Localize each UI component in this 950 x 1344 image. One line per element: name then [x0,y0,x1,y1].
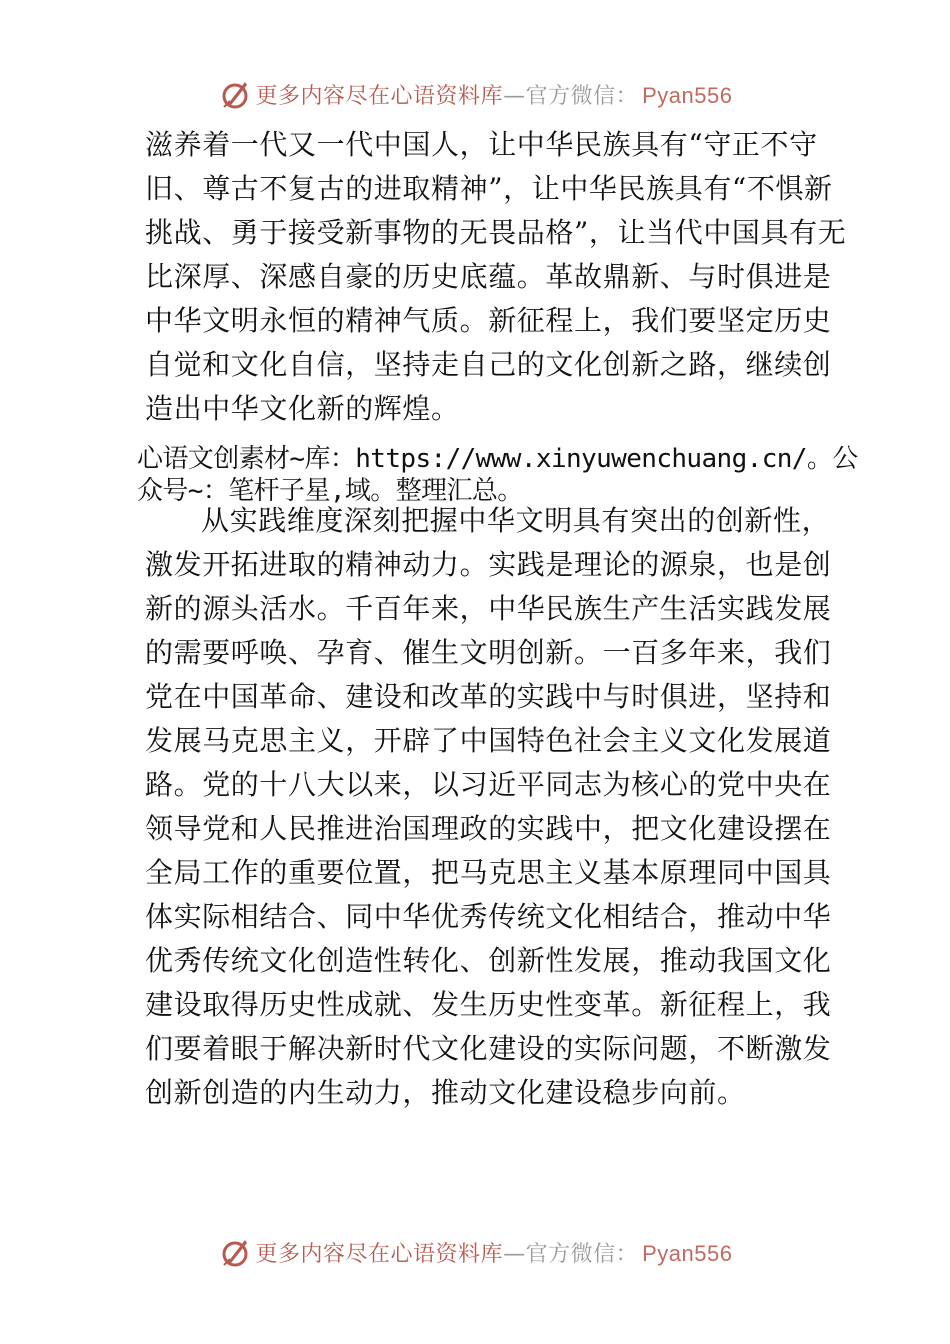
paragraph-1-line: 挑战、勇于接受新事物的无畏品格”，让当代中国具有无 [145,216,847,249]
paragraph-1-line: 旧、尊古不复古的进取精神”，让中华民族具有“不惧新 [145,172,833,205]
paragraph-2-line: 从实践维度深刻把握中华文明具有突出的创新性， [201,504,831,537]
banner-account: Pyan556 [642,1240,733,1266]
banner-text [256,79,733,110]
paragraph-2-line: 党在中国革命、建设和改革的实践中与时俱进，坚持和 [145,680,832,713]
paragraph-2-line: 激发开拓进取的精神动力。实践是理论的源泉，也是创 [145,548,832,581]
paragraph-2-line: 体实际相结合、同中华优秀传统文化相结合，推动中华 [145,900,832,933]
paragraph-2-line: 优秀传统文化创造性转化、创新性发展，推动我国文化 [145,944,832,977]
banner-wechat-label: 官方微信： [525,1241,639,1267]
paragraph-2-line: 创新创造的内生动力，推动文化建设稳步向前。 [145,1076,746,1109]
paragraph-2-line: 们要着眼于解决新时代文化建设的实际问题，不断激发 [145,1032,832,1065]
paragraph-1-line: 比深厚、深感自豪的历史底蕴。革故鼎新、与时俱进是 [145,260,832,293]
banner-account: Pyan556 [642,82,733,108]
paragraph-1-line: 自觉和文化自信，坚持走自己的文化创新之路，继续创 [145,348,832,381]
paragraph-2-line: 的需要呼唤、孕育、催生文明创新。一百多年来，我们 [145,636,832,669]
paragraph-2-line: 发展马克思主义，开辟了中国特色社会主义文化发展道 [145,724,832,757]
paragraph-2-line: 建设取得历史性成就、发生历史性变革。新征程上，我 [145,988,832,1021]
banner-dash: — [503,1241,526,1267]
paragraph-2-line: 全局工作的重要位置，把马克思主义基本原理同中国具 [145,856,832,889]
banner-text [256,1237,733,1268]
banner-brand: 更多内容尽在心语资料库 [255,83,504,109]
banner-wechat-label: 官方微信： [525,83,639,109]
banner-dash: — [503,83,526,109]
paragraph-2-line: 路。党的十八大以来，以习近平同志为核心的党中央在 [145,768,832,801]
paragraph-1-line: 滋养着一代又一代中国人，让中华民族具有“守正不守 [145,128,818,161]
footer-banner [0,1232,950,1272]
quill-logo-icon [218,77,252,111]
header-banner [0,74,950,114]
banner-brand: 更多内容尽在心语资料库 [255,1241,504,1267]
quill-logo-icon [218,1235,252,1269]
source-note-line: 心语文创素材~库：https://www.xinyuwenchuang.cn/。公 [137,444,858,474]
paragraph-1-line: 造出中华文化新的辉煌。 [145,392,460,425]
paragraph-2-line: 新的源头活水。千百年来，中华民族生产生活实践发展 [145,592,832,625]
paragraph-2-line: 领导党和人民推进治国理政的实践中，把文化建设摆在 [145,812,832,845]
paragraph-1-line: 中华文明永恒的精神气质。新征程上，我们要坚定历史 [145,304,832,337]
source-note-line: 众号~：笔杆子星,域。整理汇总。 [137,476,523,506]
